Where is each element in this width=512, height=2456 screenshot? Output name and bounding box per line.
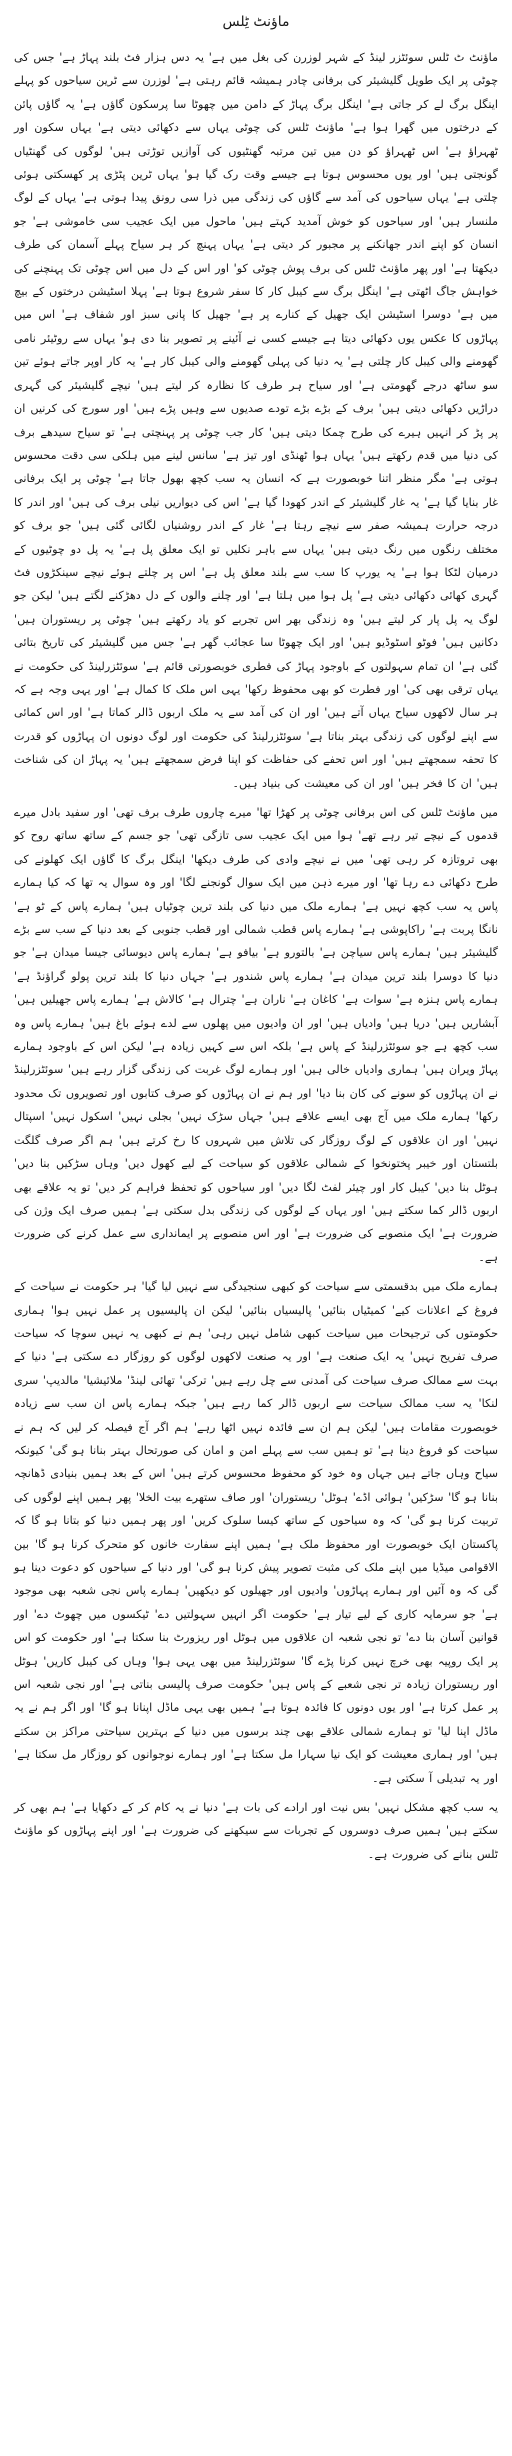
article-paragraph-3: ہمارے ملک میں بدقسمتی سے سیاحت کو کبھی سنجیدگی سے نہیں لیا گیا' ہر حکومت نے سیاحت کے فروغ کے اعلانات کیے' کمیٹیاں بنائیں' پالیسیاں بنائیں' لیکن ان پالیسیوں پر عمل نہیں ہوا' ہماری حکومتوں کی ترجیحات میں سیاحت کبھی شامل نہیں رہی' ہم نے کبھی یہ نہیں سوچا کہ سیاحت صرف تفریح نہیں' یہ ایک صنعت ہے' اور یہ صنعت لاکھوں لوگوں کو روزگار دے سکتی ہے' دنیا کے بہت سے ممالک صرف سیاحت کی آمدنی سے چل رہے ہیں' ترکی' تھائی لینڈ' ملائیشیا' مالدیپ' سری لنکا' یہ سب ممالک سیاحت سے اربوں ڈالر کما رہے ہیں' جبکہ ہمارے پاس ان سب سے زیادہ خوبصورت مقامات ہیں' لیکن ہم ان سے فائدہ نہیں اٹھا رہے' ہم اگر آج فیصلہ کر لیں کہ ہم نے سیاحت کو فروغ دینا ہے' تو ہمیں سب سے پہلے امن و امان کی صورتحال بہتر بنانا ہو گی' کیونکہ سیاح وہاں جاتے ہیں جہاں وہ خود کو محفوظ محسوس کرتے ہیں' اس کے بعد ہمیں بنیادی ڈھانچہ بنانا ہو گا' سڑکیں' ہوائی اڈے' ہوٹل' ریستوران' اور صاف ستھرے بیت الخلا' پھر ہمیں اپنے لوگوں کی تربیت کرنا ہو گی' کہ وہ سیاحوں کے ساتھ کیسا سلوک کریں' اور پھر ہمیں دنیا کو بتانا ہو گا کہ پاکستان ایک خوبصورت اور محفوظ ملک ہے' ہمیں اپنے سفارت خانوں کو متحرک کرنا ہو گا' بین الاقوامی میڈیا میں اپنے ملک کی مثبت تصویر پیش کرنا ہو گی' اور دنیا کے سیاحوں کو دعوت دینا ہو گی کہ وہ آئیں اور ہمارے پہاڑوں' وادیوں اور جھیلوں کو دیکھیں' ہمارے پاس نجی شعبہ بھی موجود ہے' جو سرمایہ کاری کے لیے تیار ہے' حکومت اگر انہیں سہولتیں دے' ٹیکسوں میں چھوٹ دے' اور قوانین آسان بنا دے' تو نجی شعبہ ان علاقوں میں ہوٹل اور ریزورٹ بنا سکتا ہے' اور حکومت کو اس پر ایک روپیہ بھی خرچ نہیں کرنا پڑے گا' سوئٹزرلینڈ میں بھی یہی ہوا' وہاں کی کیبل کاریں' ہوٹل اور ریستوران زیادہ تر نجی شعبے کے پاس ہیں' حکومت صرف پالیسی بناتی ہے' اور نجی شعبہ اس پر عمل کرتا ہے' اور یوں دونوں کا فائدہ ہوتا ہے' ہمیں بھی یہی ماڈل اپنانا ہو گا' اور اگر ہم نے یہ ماڈل اپنا لیا' تو ہمارے شمالی علاقے بھی چند برسوں میں دنیا کے بہترین سیاحتی مراکز بن سکتے ہیں' اور ہماری معیشت کو ایک نیا سہارا مل سکتا ہے' اور ہمارے نوجوانوں کو روزگار مل سکتا ہے' اور یہ تبدیلی آ سکتی ہے۔ bbox=[14, 1280, 498, 1785]
article-paragraph-1: ماؤنٹ ٹ ٹلس سوئٹزر لینڈ کے شہر لوزرن کی بغل میں ہے' یہ دس ہزار فٹ بلند پہاڑ ہے' جس کی چوٹی پر ایک طویل گلیشیئر کی برفانی چادر ہمیشہ قائم رہتی ہے' لوزرن سے ٹرین سیاحوں کو پہلے اینگل برگ لے کر جاتی ہے' اینگل برگ پہاڑ کے دامن میں چھوٹا سا پرسکون گاؤں ہے' یہ گاؤں پائن کے درختوں میں گھرا ہوا ہے' ماؤنٹ ٹلس کی چوٹی یہاں سے دکھائی دیتی ہے' یہاں سکون اور ٹھہراؤ ہے' اس ٹھہراؤ کو دن میں تین مرتبہ گھنٹیوں کی آوازیں توڑتی ہیں' لوگوں کی گھنٹیاں گونجتی ہیں' اور یوں محسوس ہوتا ہے جیسے وقت رک گیا ہو' یہاں ٹرین پٹڑی پر کھسکتی ہوئی چلتی ہے' یہاں سیاحوں کی آمد سے گاؤں کی زندگی میں ذرا سی رونق پیدا ہوتی ہے' یہاں کے لوگ ملنسار ہیں' اور سیاحوں کو خوش آمدید کہتے ہیں' ماحول میں ایک عجیب سی خاموشی ہے' جو انسان کو اپنے اندر جھانکنے پر مجبور کر دیتی ہے' یہاں پہنچ کر ہر سیاح پہلے آسمان کی طرف دیکھتا ہے' اور پھر ماؤنٹ ٹلس کی برف پوش چوٹی کو' اور اس کے دل میں اس چوٹی تک پہنچنے کی خواہش جاگ اٹھتی ہے' اینگل برگ سے کیبل کار کا سفر شروع ہوتا ہے' پہلا اسٹیشن درختوں کے بیچ میں ہے' دوسرا اسٹیشن ایک جھیل کے کنارے پر ہے' جھیل کا پانی سبز اور شفاف ہے' اس میں پہاڑوں کا عکس یوں دکھائی دیتا ہے جیسے کسی نے آئینے پر تصویر بنا دی ہو' یہاں سے روٹیئر نامی گھومنے والی کیبل کار چلتی ہے' یہ دنیا کی پہلی گھومنے والی کیبل کار ہے' یہ کار اوپر جاتے ہوئے تین سو ساٹھ درجے گھومتی ہے' اور سیاح ہر طرف کا نظارہ کر لیتے ہیں' نیچے گلیشیئر کی گہری دراڑیں دکھائی دیتی ہیں' برف کے بڑے بڑے تودے صدیوں سے وہیں پڑے ہیں' اور سورج کی کرنیں ان پر پڑ کر انہیں ہیرے کی طرح چمکا دیتی ہیں' کار جب چوٹی پر پہنچتی ہے' تو سیاح سیدھے برف کی دنیا میں قدم رکھتے ہیں' یہاں ہوا ٹھنڈی اور تیز ہے' سانس لینے میں ہلکی سی دقت محسوس ہوتی ہے' مگر منظر اتنا خوبصورت ہے کہ انسان یہ سب کچھ بھول جاتا ہے' چوٹی پر ایک برفانی غار بنایا گیا ہے' یہ غار گلیشیئر کے اندر کھودا گیا ہے' اس کی دیواریں نیلی برف کی ہیں' اور اندر کا درجہ حرارت ہمیشہ صفر سے نیچے رہتا ہے' غار کے اندر روشنیاں لگائی گئی ہیں' جو برف کو مختلف رنگوں میں رنگ دیتی ہیں' یہاں سے باہر نکلیں تو ایک معلق پل ہے' یہ پل دو چوٹیوں کے درمیان لٹکا ہوا ہے' یہ یورپ کا سب سے بلند معلق پل ہے' اس پر چلتے ہوئے نیچے سینکڑوں فٹ گہری کھائی دکھائی دیتی ہے' پل ہوا میں ہلتا ہے' اور چلنے والوں کے دل دھڑکنے لگتے ہیں' لیکن جو لوگ یہ پل پار کر لیتے ہیں' وہ زندگی بھر اس تجربے کو یاد رکھتے ہیں' چوٹی پر ریستوران ہیں' دکانیں ہیں' فوٹو اسٹوڈیو ہیں' اور ایک چھوٹا سا عجائب گھر ہے' جس میں گلیشیئر کی تاریخ بتائی گئی ہے' ان تمام سہولتوں کے باوجود پہاڑ کی فطری خوبصورتی قائم ہے' سوئٹزرلینڈ کی حکومت نے یہاں ترقی بھی کی' اور فطرت کو بھی محفوظ رکھا' یہی اس ملک کا کمال ہے' اور یہی وجہ ہے کہ ہر سال لاکھوں سیاح یہاں آتے ہیں' اور ان کی آمد سے یہ ملک اربوں ڈالر کماتا ہے' اور اس کمائی سے اپنے لوگوں کی زندگی بہتر بناتا ہے' سوئٹزرلینڈ کی حکومت اور لوگ دونوں ان پہاڑوں کو قدرت کا تحفہ سمجھتے ہیں' اور اس تحفے کی حفاظت کو اپنا فرض سمجھتے ہیں' یہ پہاڑ ان کی شناخت ہیں' ان کا فخر ہیں' اور ان کی معیشت کی بنیاد ہیں۔ bbox=[14, 51, 498, 790]
article-paragraph-4: یہ سب کچھ مشکل نہیں' بس نیت اور ارادے کی بات ہے' دنیا نے یہ کام کر کے دکھایا ہے' ہم بھی کر سکتے ہیں' ہمیں صرف دوسروں کے تجربات سے سیکھنے کی ضرورت ہے' اور اپنے پہاڑوں کو ماؤنٹ ٹلس بنانے کی ضرورت ہے۔ bbox=[14, 1801, 498, 1861]
article-title: ماؤنٹ ٹِلس bbox=[222, 14, 290, 30]
article-paragraph-2: میں ماؤنٹ ٹلس کی اس برفانی چوٹی پر کھڑا تھا' میرے چاروں طرف برف تھی' اور سفید بادل میرے قدموں کے نیچے تیر رہے تھے' ہوا میں ایک عجیب سی تازگی تھی' جو جسم کے ساتھ ساتھ روح کو بھی تروتازہ کر رہی تھی' میں نے نیچے وادی کی طرف دیکھا' اینگل برگ کا گاؤں ایک کھلونے کی طرح دکھائی دے رہا تھا' اور میرے ذہن میں ایک سوال گونجنے لگا' اور وہ سوال یہ تھا کہ کیا ہمارے پاس یہ سب کچھ نہیں ہے' ہمارے ملک میں دنیا کی بلند ترین چوٹیاں ہیں' ہمارے پاس کے ٹو ہے' نانگا پربت ہے' راکاپوشی ہے' ہمارے پاس قطب شمالی اور قطب جنوبی کے بعد دنیا کے سب سے بڑے گلیشیئر ہیں' ہمارے پاس سیاچن ہے' بالتورو ہے' بیافو ہے' ہمارے پاس دیوسائی جیسا میدان ہے' جو دنیا کا دوسرا بلند ترین میدان ہے' ہمارے پاس شندور ہے' جہاں دنیا کا بلند ترین پولو گراؤنڈ ہے' ہمارے پاس ہنزہ ہے' سوات ہے' کاغان ہے' ناران ہے' چترال ہے' کالاش ہے' ہمارے پاس جھیلیں ہیں' آبشاریں ہیں' دریا ہیں' وادیاں ہیں' اور ان وادیوں میں پھلوں سے لدے ہوئے باغ ہیں' ہمارے پاس وہ سب کچھ ہے جو سوئٹزرلینڈ کے پاس ہے' بلکہ اس سے کہیں زیادہ ہے' لیکن اس کے باوجود ہمارے پہاڑ ویران ہیں' ہماری وادیاں خالی ہیں' اور ہمارے لوگ غربت کی زندگی گزار رہے ہیں' سوئٹزرلینڈ نے ان پہاڑوں کو سونے کی کان بنا دیا' اور ہم نے ان پہاڑوں کو صرف کتابوں اور تصویروں تک محدود رکھا' ہمارے ملک میں آج بھی ایسے علاقے ہیں' جہاں سڑک نہیں' بجلی نہیں' اسکول نہیں' اسپتال نہیں' اور ان علاقوں کے لوگ روزگار کی تلاش میں شہروں کا رخ کرتے ہیں' ہم اگر صرف گلگت بلتستان اور خیبر پختونخوا کے شمالی علاقوں کو سیاحت کے لیے کھول دیں' وہاں سڑکیں بنا دیں' ہوٹل بنا دیں' کیبل کار اور چیئر لفٹ لگا دیں' اور سیاحوں کو تحفظ فراہم کر دیں' تو یہ علاقے بھی اربوں ڈالر کما سکتے ہیں' اور یہاں کے لوگوں کی زندگی بدل سکتی ہے' ہمیں صرف ایک وژن کی ضرورت ہے' ایک منصوبے کی ضرورت ہے' اور اس منصوبے پر ایمانداری سے عمل کرنے کی ضرورت ہے۔ bbox=[14, 806, 498, 1264]
